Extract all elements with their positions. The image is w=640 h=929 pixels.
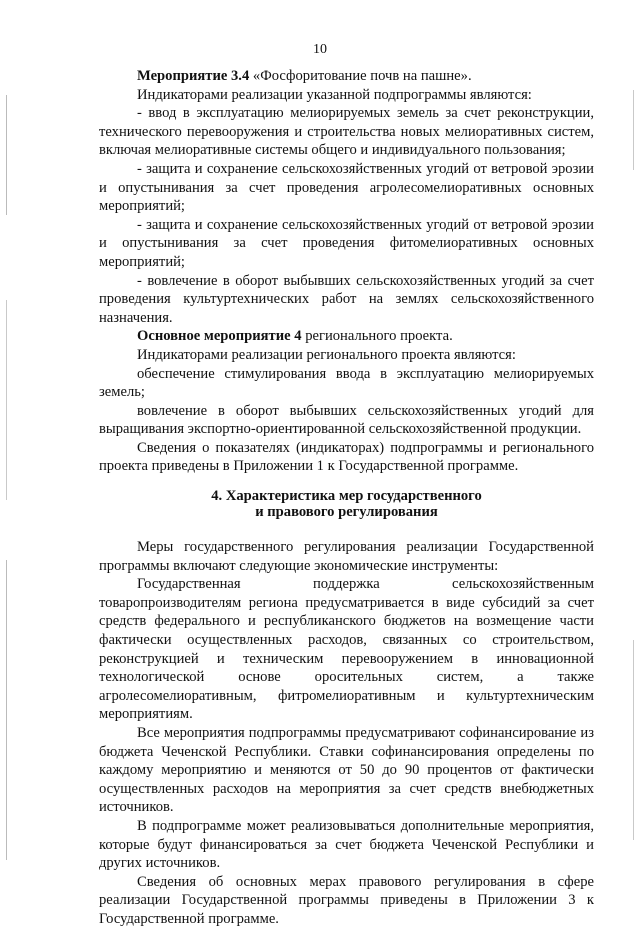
main-event-4-item: вовлечение в оборот выбывших сельскохозяйственных угодий для выращивания экспортно-ориентированной сельскохозяйственной продукции. bbox=[99, 402, 594, 438]
event-3-4-item: - защита и сохранение сельскохозяйственных угодий от ветровой эрозии и опустынивания за счет проведения агролесомелиоративных основных мероприятий; bbox=[99, 160, 594, 215]
scan-artifact-left bbox=[6, 95, 7, 215]
section-4-paragraph: Сведения об основных мерах правового регулирования в сфере реализации Государственной программы приведены в Приложении 3 к Государственной программе. bbox=[99, 873, 594, 927]
main-event-4-item: обеспечение стимулирования ввода в эксплуатацию мелиорируемых земель; bbox=[99, 365, 594, 401]
document-body bbox=[99, 67, 594, 929]
section-4-paragraph: Меры государственного регулирования реализации Государственной программы включают следующие экономические инструменты: bbox=[99, 539, 594, 574]
event-3-4-indicators-intro: Индикаторами реализации указанной подпрограммы являются: bbox=[137, 86, 532, 103]
event-3-4-item: - ввод в эксплуатацию мелиорируемых земель за счет реконструкции, технического перевооружения и строительства новых мелиоративных систем, включая мелиоративные системы общего и индивидуального пользования; bbox=[99, 105, 594, 159]
section-4-heading-line1: 4. Характеристика мер государственного bbox=[211, 488, 482, 505]
event-3-4-title-bold: Мероприятие 3.4 bbox=[137, 68, 250, 84]
main-event-4-reference: Сведения о показателях (индикаторах) подпрограммы и регионального проекта приведены в Приложении 1 к Государственной программе. bbox=[99, 439, 594, 475]
event-3-4-item: - защита и сохранение сельскохозяйственных угодий от ветровой эрозии и опустынивания за счет проведения фитомелиоративных основных мероприятий; bbox=[99, 216, 594, 270]
scan-artifact-right bbox=[633, 640, 634, 840]
scan-artifact-left bbox=[6, 300, 7, 500]
event-3-4-item: - вовлечение в оборот выбывших сельскохозяйственных угодий за счет проведения культуртехнических работ на землях сельскохозяйственного назначения. bbox=[99, 272, 594, 326]
scan-artifact-right bbox=[633, 90, 634, 170]
page-number: 10 bbox=[313, 42, 327, 57]
section-4-paragraph: Все мероприятия подпрограммы предусматривают софинансирование из бюджета Чеченской Республики. Ставки софинансирования определены по каждому мероприятию и меняются от 50 до 90 процентов от фактически осуществленных расходов на мероприятия за счет средств внебюджетных источников. bbox=[99, 725, 594, 816]
scan-artifact-left bbox=[6, 560, 7, 860]
event-3-4-title bbox=[99, 67, 594, 86]
section-4-paragraph: Государственная поддержка сельскохозяйственным товаропроизводителям региона предусматривается в виде субсидий за счет средств федерального и республиканского бюджетов на возмещение части фактически осуществленных расходов, связанных со строительством, реконструкцией и техническим перевооружением в инновационной технологической основе оросительных систем, а также агролесомелиоративным, фитромелиоративным и культуртехническим мероприятиям. bbox=[99, 576, 594, 723]
section-4-paragraph: В подпрограмме может реализовываться дополнительные мероприятия, которые будут финансироваться за счет бюджета Чеченской Республики и других источников. bbox=[99, 817, 594, 872]
main-event-4-title-rest: регионального проекта. bbox=[301, 328, 453, 345]
section-4-heading-line2: и правового регулирования bbox=[255, 504, 438, 521]
main-event-4-title bbox=[99, 327, 594, 346]
main-event-4-title-bold: Основное мероприятие 4 bbox=[137, 328, 302, 345]
main-event-4-indicators-intro: Индикаторами реализации регионального проекта являются: bbox=[137, 346, 516, 363]
event-3-4-title-rest: «Фосфоритование почв на пашне». bbox=[249, 68, 472, 84]
section-4-heading bbox=[99, 488, 594, 520]
